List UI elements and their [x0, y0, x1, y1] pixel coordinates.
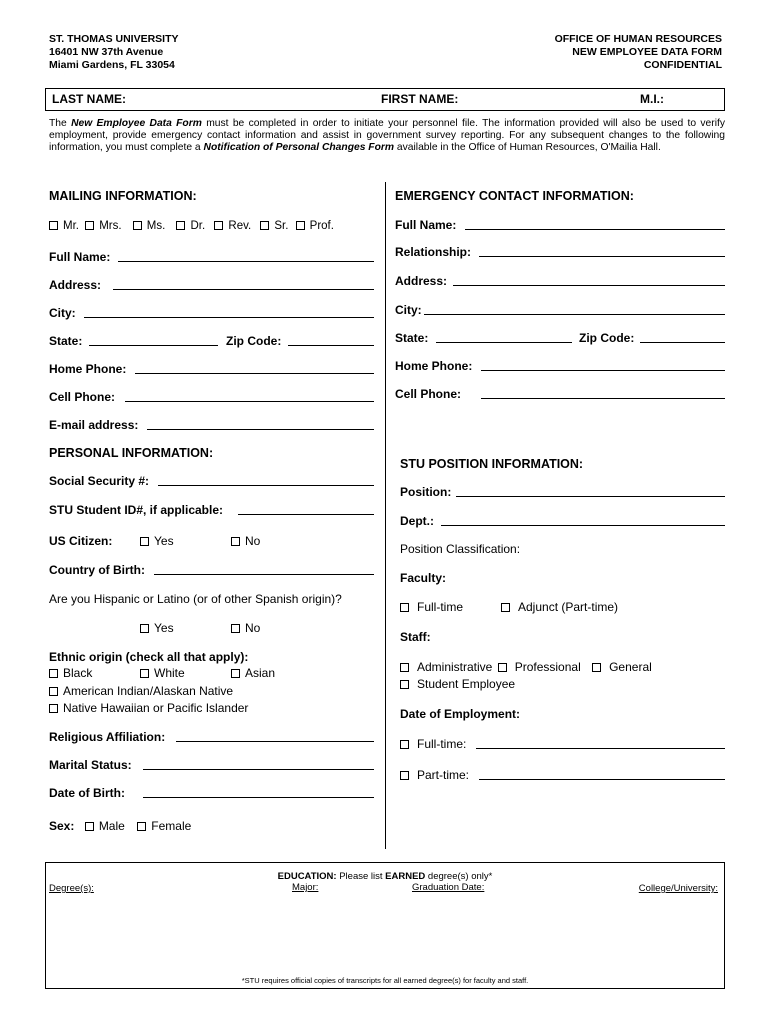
confidential-label: CONFIDENTIAL	[643, 59, 722, 71]
faculty-adjunct-option	[501, 600, 618, 614]
dept-label: Dept.:	[400, 514, 434, 528]
dob-field[interactable]	[143, 797, 374, 798]
first-name-field[interactable]	[468, 90, 633, 110]
checkbox-hispanic-yes[interactable]	[140, 624, 149, 633]
citizen-yes-label: Yes	[154, 534, 174, 548]
university-city: Miami Gardens, FL 33054	[49, 59, 175, 71]
checkbox-citizen-yes[interactable]	[140, 537, 149, 546]
faculty-adjunct-label: Adjunct (Part-time)	[518, 600, 619, 614]
hispanic-yes-option	[140, 621, 174, 635]
citizen-no-label: No	[245, 534, 261, 548]
emergency-cell-phone-label: Cell Phone:	[395, 387, 462, 401]
mailing-cell-phone-field[interactable]	[125, 401, 374, 402]
mailing-full-name-field[interactable]	[118, 261, 374, 262]
title-dr-label: Dr.	[190, 220, 206, 232]
checkbox-employment-fulltime[interactable]	[400, 740, 409, 749]
mailing-address-field[interactable]	[113, 289, 374, 290]
emergency-zip-label: Zip Code:	[579, 331, 635, 345]
student-id-field[interactable]	[238, 514, 374, 515]
employment-parttime-field[interactable]	[479, 779, 725, 780]
education-title-bold: EDUCATION:	[277, 871, 337, 882]
checkbox-mr[interactable]	[49, 221, 58, 230]
male-label: Male	[98, 819, 125, 833]
citizen-no-option	[231, 534, 260, 548]
hispanic-no-label: No	[245, 621, 261, 635]
personal-section-title: PERSONAL INFORMATION:	[49, 446, 214, 460]
employment-fulltime-label: Full-time:	[417, 737, 467, 751]
ethnic-asian-option	[231, 666, 275, 680]
marital-field[interactable]	[143, 769, 374, 770]
checkbox-employment-parttime[interactable]	[400, 771, 409, 780]
emergency-city-label: City:	[395, 303, 422, 317]
date-employment-label: Date of Employment:	[400, 707, 521, 721]
us-citizen-label: US Citizen:	[49, 534, 113, 548]
form-header	[555, 33, 722, 72]
last-name-label: LAST NAME:	[52, 92, 126, 106]
title-ms-label: Ms.	[146, 220, 166, 232]
country-of-birth-label: Country of Birth:	[49, 563, 145, 577]
checkbox-white[interactable]	[140, 669, 149, 678]
emergency-state-field[interactable]	[436, 342, 572, 343]
emergency-full-name-field[interactable]	[465, 229, 725, 230]
ethnic-hawaiian-label: Native Hawaiian or Pacific Islander	[63, 701, 249, 715]
administrative-label: Administrative	[417, 660, 493, 674]
citizen-yes-option	[140, 534, 174, 548]
university-street: 16401 NW 37th Avenue	[49, 46, 164, 58]
mailing-state-field[interactable]	[89, 345, 218, 346]
college-header: College/University:	[638, 883, 718, 894]
education-title	[45, 871, 725, 882]
mi-label: M.I.:	[640, 92, 664, 106]
mailing-state-label: State:	[49, 334, 83, 348]
emergency-home-phone-label: Home Phone:	[395, 359, 473, 373]
dept-field[interactable]	[441, 525, 725, 526]
checkbox-black[interactable]	[49, 669, 58, 678]
mailing-email-label: E-mail address:	[49, 418, 139, 432]
checkbox-prof[interactable]	[296, 221, 305, 230]
emergency-section-title: EMERGENCY CONTACT INFORMATION:	[395, 189, 634, 203]
hispanic-no-option	[231, 621, 260, 635]
intro-change-form-name: Notification of Personal Changes Form	[203, 142, 395, 153]
checkbox-male[interactable]	[85, 822, 94, 831]
emergency-city-field[interactable]	[424, 314, 725, 315]
female-label: Female	[151, 819, 192, 833]
student-employee-option	[400, 677, 515, 691]
emergency-state-label: State:	[395, 331, 429, 345]
university-header	[49, 33, 179, 72]
office-name: OFFICE OF HUMAN RESOURCES	[554, 33, 722, 45]
mailing-home-phone-label: Home Phone:	[49, 362, 127, 376]
employment-parttime-option	[400, 768, 469, 782]
position-field[interactable]	[456, 496, 725, 497]
position-classification-label: Position Classification:	[400, 542, 521, 556]
education-entry-area[interactable]	[50, 898, 720, 970]
mailing-cell-phone-label: Cell Phone:	[49, 390, 116, 404]
faculty-fulltime-label: Full-time	[417, 600, 464, 614]
dob-label: Date of Birth:	[49, 786, 125, 800]
mailing-city-field[interactable]	[84, 317, 374, 318]
mailing-zip-label: Zip Code:	[226, 334, 282, 348]
ethnic-asian-label: Asian	[245, 666, 276, 680]
faculty-label: Faculty:	[400, 571, 447, 585]
checkbox-hawaiian[interactable]	[49, 704, 58, 713]
faculty-fulltime-option	[400, 600, 463, 614]
intro-form-name: New Employee Data Form	[71, 118, 202, 129]
mailing-full-name-label: Full Name:	[49, 250, 111, 264]
mailing-address-label: Address:	[49, 278, 102, 292]
relationship-label: Relationship:	[395, 245, 472, 259]
marital-label: Marital Status:	[49, 758, 132, 772]
checkbox-sr[interactable]	[260, 221, 269, 230]
emergency-cell-phone-field[interactable]	[481, 398, 725, 399]
ssn-label: Social Security #:	[49, 474, 150, 488]
degrees-header: Degree(s):	[49, 883, 94, 894]
emergency-full-name-label: Full Name:	[395, 218, 457, 232]
university-name: ST. THOMAS UNIVERSITY	[49, 33, 179, 45]
emergency-address-field[interactable]	[453, 285, 725, 286]
ethnic-black-label: Black	[63, 666, 93, 680]
mailing-zip-field[interactable]	[288, 345, 374, 346]
professional-label: Professional	[514, 660, 581, 674]
staff-options-row	[400, 660, 652, 674]
employment-fulltime-field[interactable]	[476, 748, 725, 749]
major-header: Major:	[292, 882, 319, 893]
sex-label: Sex:	[49, 819, 75, 833]
staff-label: Staff:	[400, 630, 431, 644]
education-title-suffix: degree(s) only*	[425, 871, 493, 882]
ethnic-american-indian-option	[49, 684, 233, 698]
checkbox-professional[interactable]	[498, 663, 507, 672]
checkbox-faculty-fulltime[interactable]	[400, 603, 409, 612]
mi-field[interactable]	[670, 90, 720, 110]
intro-text-2: must be completed in order to initiate your personnel file. The information provided will also be used to verify employment, provide emergency contact information and assist in government survey reporting. For any subsequent changes to the following information, you must complete a	[49, 118, 725, 153]
checkbox-general[interactable]	[592, 663, 601, 672]
checkbox-dr[interactable]	[176, 221, 185, 230]
checkbox-ms[interactable]	[133, 221, 142, 230]
checkbox-faculty-adjunct[interactable]	[501, 603, 510, 612]
emergency-address-label: Address:	[395, 274, 448, 288]
ssn-field[interactable]	[158, 485, 374, 486]
intro-text-3: available in the Office of Human Resources, O'Mailia Hall.	[394, 142, 661, 153]
form-title: NEW EMPLOYEE DATA FORM	[572, 46, 722, 58]
education-earned-bold: EARNED	[385, 871, 426, 882]
country-of-birth-field[interactable]	[154, 574, 374, 575]
emergency-zip-field[interactable]	[640, 342, 725, 343]
column-divider	[385, 182, 386, 849]
checkbox-female[interactable]	[137, 822, 146, 831]
checkbox-hispanic-no[interactable]	[231, 624, 240, 633]
sex-row	[49, 817, 191, 835]
relationship-field[interactable]	[479, 256, 725, 257]
checkbox-rev[interactable]	[214, 221, 223, 230]
religious-label: Religious Affiliation:	[49, 730, 166, 744]
ethnic-hawaiian-option	[49, 701, 248, 715]
employment-parttime-label: Part-time:	[417, 768, 470, 782]
general-label: General	[609, 660, 652, 674]
mailing-city-label: City:	[49, 306, 76, 320]
title-prof-label: Prof.	[309, 220, 334, 232]
title-checkbox-row	[49, 220, 334, 232]
ethnic-origin-title: Ethnic origin (check all that apply):	[49, 650, 249, 664]
checkbox-student-employee[interactable]	[400, 680, 409, 689]
hispanic-question: Are you Hispanic or Latino (or of other Spanish origin)?	[49, 592, 342, 606]
mailing-email-field[interactable]	[147, 429, 374, 430]
hispanic-yes-label: Yes	[154, 621, 174, 635]
first-name-label: FIRST NAME:	[381, 92, 459, 106]
employment-fulltime-option	[400, 737, 466, 751]
student-employee-label: Student Employee	[417, 677, 516, 691]
ethnic-white-option	[140, 666, 185, 680]
ethnic-american-indian-label: American Indian/Alaskan Native	[63, 684, 234, 698]
intro-text-1: The	[49, 118, 72, 129]
position-label: Position:	[400, 485, 452, 499]
grad-date-header: Graduation Date:	[412, 882, 485, 893]
checkbox-asian[interactable]	[231, 669, 240, 678]
position-section-title: STU POSITION INFORMATION:	[400, 457, 584, 471]
title-sr-label: Sr.	[274, 220, 289, 232]
checkbox-mrs[interactable]	[85, 221, 94, 230]
ethnic-black-option	[49, 666, 92, 680]
mailing-section-title: MAILING INFORMATION:	[49, 189, 197, 203]
ethnic-white-label: White	[154, 666, 185, 680]
mailing-home-phone-field[interactable]	[135, 373, 374, 374]
title-mr-label: Mr.	[63, 220, 79, 232]
title-mrs-label: Mrs.	[99, 220, 122, 232]
religious-field[interactable]	[176, 741, 374, 742]
student-id-label: STU Student ID#, if applicable:	[49, 503, 224, 517]
checkbox-american-indian[interactable]	[49, 687, 58, 696]
emergency-home-phone-field[interactable]	[481, 370, 725, 371]
transcript-footnote: *STU requires official copies of transcripts for all earned degree(s) for faculty and staff.	[241, 976, 529, 985]
checkbox-citizen-no[interactable]	[231, 537, 240, 546]
last-name-field[interactable]	[130, 90, 375, 110]
checkbox-administrative[interactable]	[400, 663, 409, 672]
intro-paragraph	[49, 118, 725, 154]
education-title-text: Please list	[336, 871, 386, 882]
title-rev-label: Rev.	[228, 220, 252, 232]
